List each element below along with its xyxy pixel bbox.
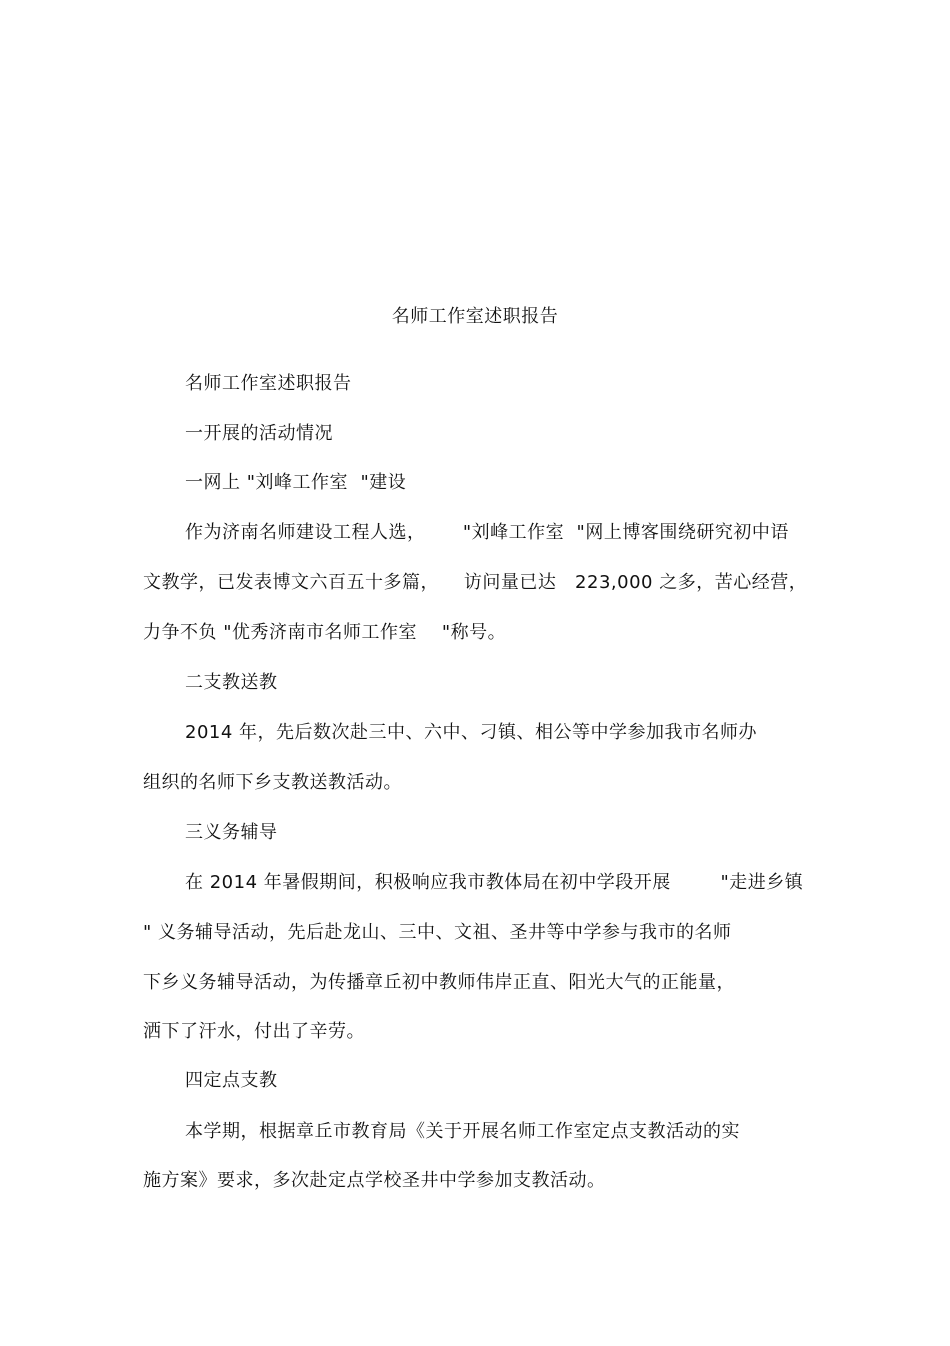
paragraph-line: 施方案》要求，多次赴定点学校圣井中学参加支教活动。 (143, 1170, 606, 1191)
heading-volunteer-tutoring: 三义务辅导 (185, 822, 278, 843)
heading-activities: 一开展的活动情况 (185, 423, 333, 444)
paragraph-line: " 义务辅导活动，先后赴龙山、三中、文祖、圣井等中学参与我市的名师 (143, 922, 732, 943)
paragraph-line: 本学期，根据章丘市教育局《关于开展名师工作室定点支教活动的实 (185, 1121, 740, 1142)
paragraph-line: 在 2014 年暑假期间，积极响应我市教体局在初中学段开展 "走进乡镇 (185, 872, 804, 893)
heading-support-teaching: 二支教送教 (185, 672, 278, 693)
paragraph-line: 作为济南名师建设工程人选， "刘峰工作室 "网上博客围绕研究初中语 (185, 522, 789, 543)
heading-online-studio: 一网上 "刘峰工作室 "建设 (185, 472, 407, 493)
paragraph-line: 下乡义务辅导活动，为传播章丘初中教师伟岸正直、阳光大气的正能量， (143, 972, 735, 993)
paragraph-line: 组织的名师下乡支教送教活动。 (143, 772, 402, 793)
heading-fixed-point-teaching: 四定点支教 (185, 1070, 278, 1091)
paragraph-line: 2014 年，先后数次赴三中、六中、刁镇、相公等中学参加我市名师办 (185, 722, 758, 743)
paragraph-line: 洒下了汗水，付出了辛劳。 (143, 1021, 365, 1042)
paragraph-line: 文教学，已发表博文六百五十多篇， 访问量已达 223,000 之多，苦心经营， (143, 572, 808, 593)
paragraph-line: 力争不负 "优秀济南市名师工作室 "称号。 (143, 622, 507, 643)
heading-report: 名师工作室述职报告 (185, 373, 352, 394)
document-title: 名师工作室述职报告 (391, 306, 559, 327)
